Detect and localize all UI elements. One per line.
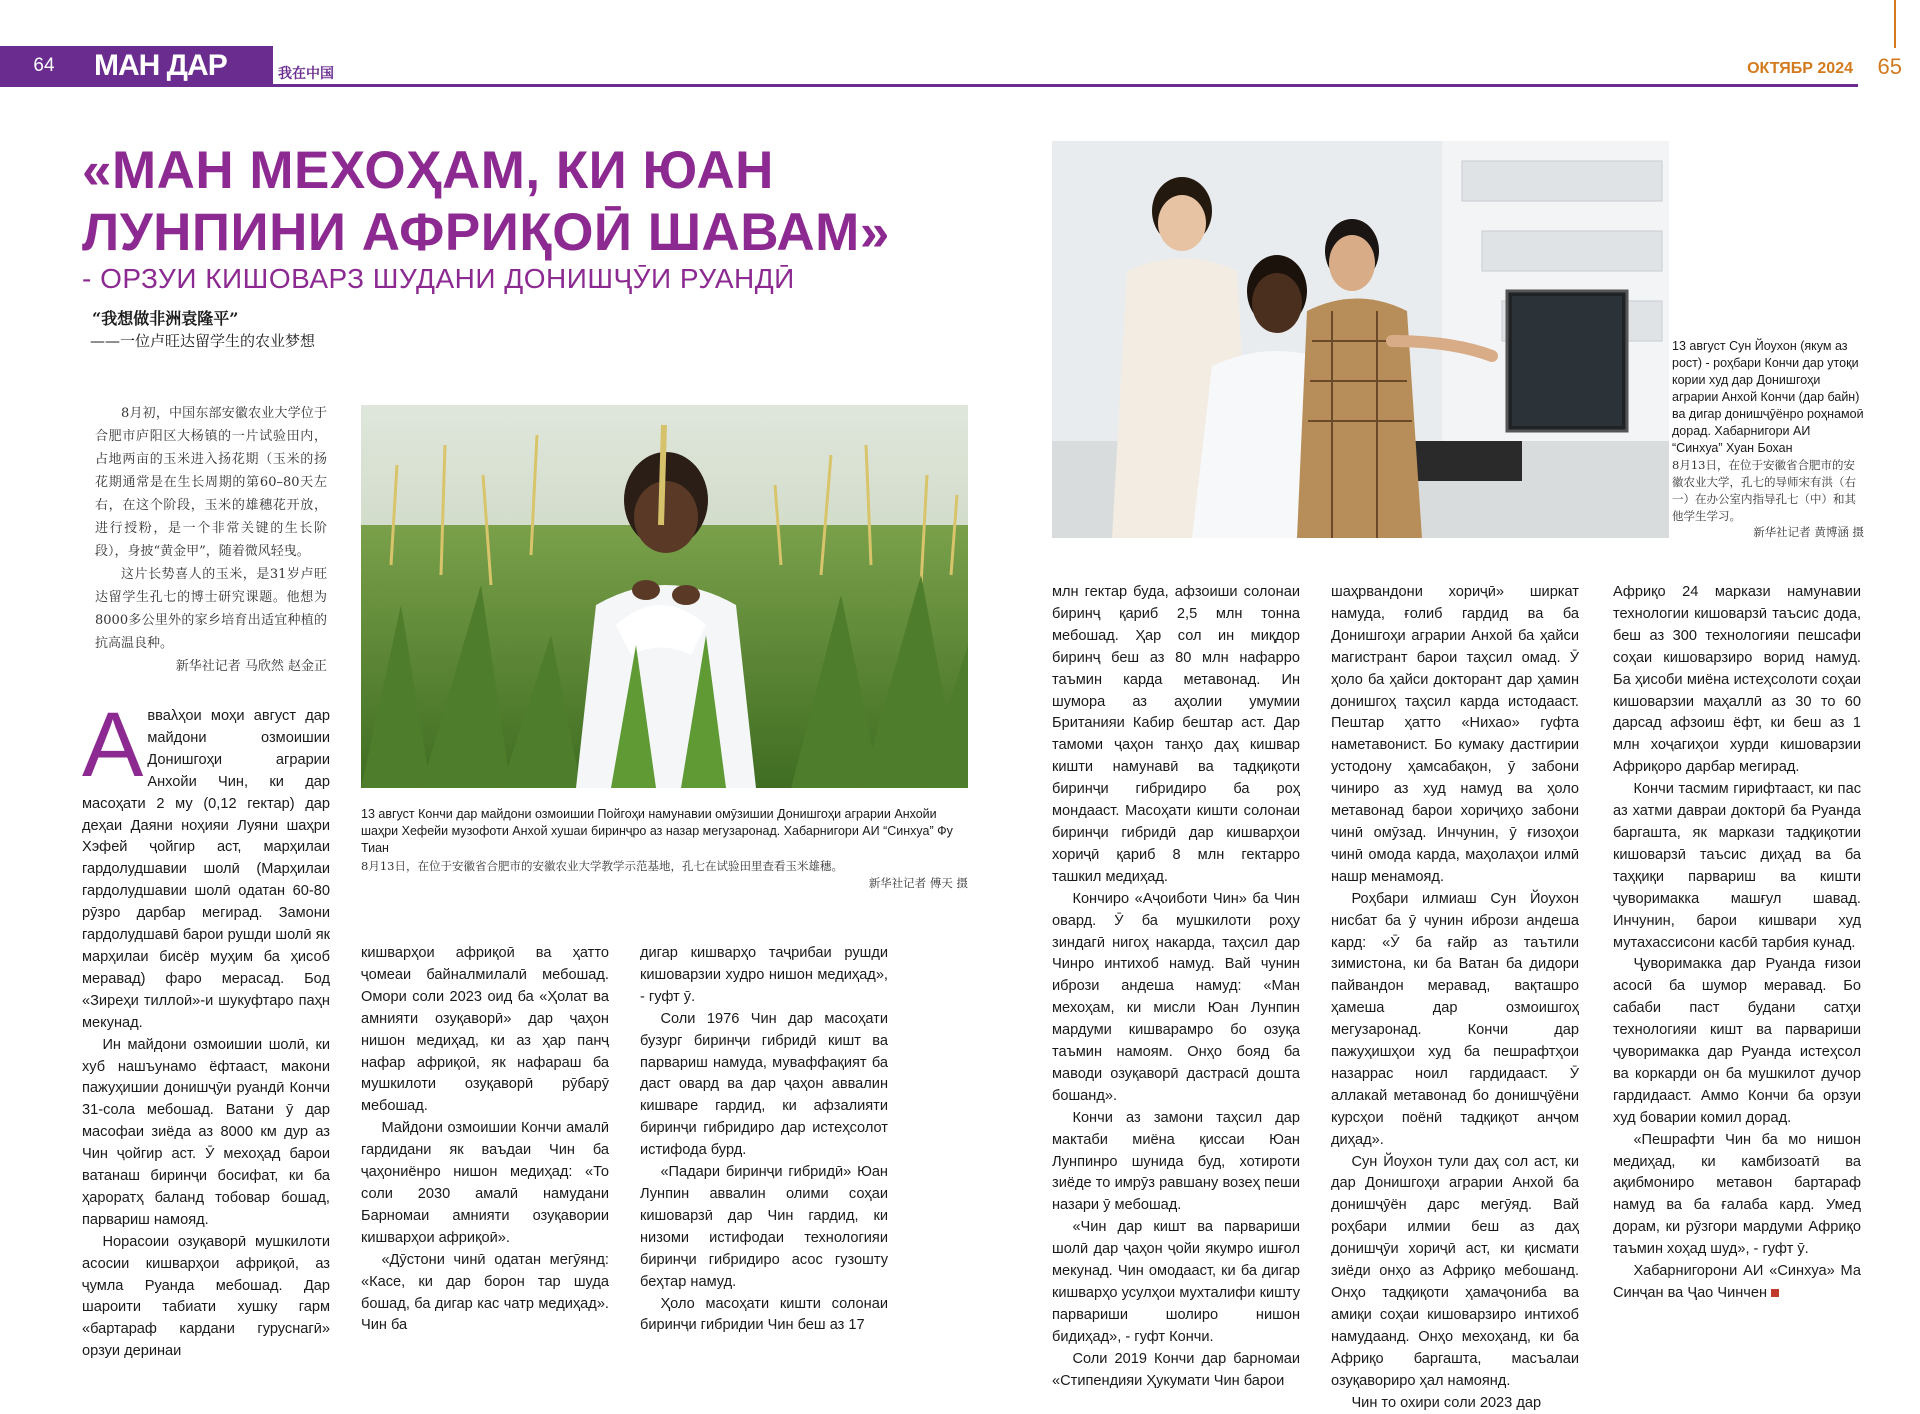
photo-cornfield-caption-cn: 8月13日，在位于安徽省合肥市的安徽农业大学教学示范基地，孔七在试验田里查看玉米雄穗。 [361,859,843,873]
author-credit: Хабарнигорони АИ «Синхуа» Ма Синҷан ва Ҷао Чинчен [1613,1263,1861,1301]
drop-cap: А [82,694,144,796]
article-title-cn: “我想做非洲袁隆平” [92,309,239,328]
body-paragraph: Кончиро «Аҷоиботи Чин» ба Чин овард. Ӯ ба мушкилоти роҳу зиндагӣ нигоҳ накарда, таҳсил дар Чинро интихоб намуд. Вай чунин ибрози андеша намуд: «Ман мехоҳам, ки мисли Юан Лунпин мардуми кишварамро бо озуқа таъмин намоям. Онҳо бояд ба маводи озуқаворӣ дастрасӣ дошта бошанд». [1052,890,1300,1104]
body-column-2 [361,943,609,1337]
photo-cornfield-credit-cn: 新华社记者 傅天 摄 [868,876,968,890]
photo-cornfield-illustration [361,405,968,788]
article-subtitle: - ОРЗУИ КИШОВАРЗ ШУДАНИ ДОНИШҶӮИ РУАНДӢ [82,263,795,294]
body-paragraph: кишварҳои африқоӣ ва ҳатто ҷомеаи байналмилалӣ мебошад. Омори соли 2023 оид ба «Ҳолат ва амнияти озуқаворӣ» дар ҷаҳон нишон медиҳад, ки аз ҳар панҷ нафар африқоӣ, як нафараш ба мушкилоти озуқаворӣ рӯбарӯ мебошад. [361,945,609,1115]
body-paragraph: Кончи тасмим гирифтааст, ки пас аз хатми давраи докторӣ ба Руанда баргашта, як маркази тадқиқотии кишоварзӣ таъсис диҳад ва ба таҳқиқи парвариш ва кишти ҷуворимакка машғул шавад. Инчунин, барои кишвари худ мутахассисони касбӣ тарбия кунад. [1613,781,1861,951]
body-paragraph: Кончи аз замони таҳсил дар мактаби миёна қиссаи Юан Лунпинро шунида буд, хотироти зиёде то имрӯз равшану возеҳ пеши назари ӯ мебошад. [1052,1109,1300,1214]
photo-cornfield [361,405,968,788]
body-paragraph: «Пешрафти Чин ба мо нишон медиҳад, ки камбизоатӣ ва ақибмониро метавон бартараф намуд ва ба ғалаба кард. Умед дорам, ки рӯзгори мардуми Африқо таъмин хоҳад шуд», - гуфт ӯ. [1613,1131,1861,1258]
body-column-1 [82,694,330,1363]
body-paragraph: Роҳбари илмиаш Сун Йоухон нисбат ба ӯ чунин ибрози андеша кард: «Ӯ ба ғайр аз таътили зимистона, ки ба Ватан ба дидори пайвандон меравад, вақташро ҳамеша дар озмоишгоҳ мегузаронад. Кончи дар пажуҳишҳои худ ба пешрафтҳои назаррас ноил гардидааст. Ӯ аллакай метавонад бо донишҷӯёни курсҳои поёнӣ тадқиқот анҷом диҳад». [1331,890,1579,1148]
body-paragraph: млн гектар буда, афзоиши солонаи биринҷ қариб 2,5 млн тонна мебошад. Ҳар сол ин миқдор биринҷ беш аз 80 млн нафарро таъмин карда метавонад. Ин шумора аз аҳолии умумии Британияи Кабир бештар аст. Дар тамоми ҷаҳон танҳо даҳ кишвар кишти намунавӣ ва тадқиқоти биринҷи гибридиро ба роҳ мондааст. Масоҳати кишти солонаи биринҷи гибридӣ дар кишварҳои хориҷӣ қариб 8 млн гектарро ташкил медиҳад. [1052,584,1300,885]
body-paragraph: Ин майдони озмоишии шолӣ, ки хуб нашъунамо ёфтааст, макони пажуҳишии донишҷӯи руандӣ Кончи 31-сола мебошад. Ватани ӯ дар масофаи зиёда аз 8000 км дур аз Чин ҷойгир аст. Ӯ мехоҳад барои ватанаш биринҷи босифат, ки ба ҳароратҳ баланд тобовар бошад, парвариш намояд. [82,1036,330,1228]
body-paragraph: Ҳоло масоҳати кишти солонаи биринҷи гибридии Чин беш аз 17 [640,1295,888,1334]
article-subtitle-cn: ——一位卢旺达留学生的农业梦想 [90,332,316,350]
body-paragraph: Ҷуворимакка дар Руанда ғизои асосӣ ба шумор меравад. Бо сабаби паст будани сатҳи технологияи кишт ва парвариши ҷуворимакка дар Руанда истеҳсол ва коркарди он ба мушкилот дучор гардидааст. Аммо Кончи ба орзуи худ боварии комил дорад. [1613,956,1861,1126]
right-page-number: 65 [1877,54,1902,79]
body-paragraph: «Чин дар кишт ва парвариши шолӣ дар ҷаҳон ҷойи якумро ишғол мекунад. Чин омодааст, ки ба дигар кишварҳо усулҳои мухталифи кишту парвариши шолиро нишон бидиҳад», - гуфт Кончи. [1052,1219,1300,1345]
issue-month: ОКТЯБР 2024 [1747,60,1853,77]
header-vertical-line [1894,0,1896,48]
body-paragraph: «Падари биринҷи гибридӣ» Юан Лунпин аввалин олими соҳаи кишоварзӣ дар Чин гардид, ки низоми истифодаи технологияи биринҷи гибридиро асос гузошту беҳтар намуд. [640,1164,888,1290]
body-paragraph: Майдони озмоишии Кончи амалӣ гардидани як ваъдаи Чин ба ҷаҳониёнро нишон медиҳад: «То соли 2030 амалӣ намудани Барномаи амнияти озуқавории кишварҳои африқоӣ». [361,1120,609,1246]
photo-laboratory-caption: 13 август Сун Йоухон (якум аз рост) - роҳбари Кончи дар утоқи кории худ дар Донишгоҳи аграрии Анхой Кончи (дар байн) ва дигар донишҷӯёнро роҳнамоӣ дорад. Хабарнигори АИ “Синхуа” Хуан Бохан [1672,339,1864,455]
article-title: «МАН МЕХОҲАМ, КИ ЮАН ЛУНПИНИ АФРИҚОӢ ШАВАМ» [82,141,890,262]
body-paragraph: Соли 2019 Кончи дар барномаи «Стипендияи Ҳукумати Чин барои [1052,1350,1300,1389]
photo-cornfield-caption: 13 август Кончи дар майдони озмоишии Пойгоҳи намунавии омӯзишии Донишгоҳи аграрии Анхойи шаҳри Хефейи музофоти Анхой хушаи биринҷро аз назар мегузаронад. Хабарнигори АИ “Синхуа” Фу Тиан [361,807,953,855]
body-column-4 [1052,582,1300,1393]
end-mark-icon [1771,1289,1779,1297]
section-title-cn: 我在中国 [278,66,334,82]
body-paragraph: Соли 1976 Чин дар масоҳати бузург биринҷи гибридӣ кишт ва парвариш намуда, муваффақият ба даст овард ва дар ҷаҳон аввалин кишваре гардид, ки афзалияти биринҷи гибридиро дар истеҳсолот истифода бурд. [640,1010,888,1159]
body-paragraph: дигар кишварҳо таҷрибаи рушди кишоварзии худро нишон медиҳад», - гуфт ӯ. [640,945,888,1005]
left-page-number: 64 [33,55,55,76]
photo-laboratory [1052,141,1669,538]
photo-laboratory-illustration [1052,141,1669,538]
body-column-5 [1331,582,1579,1414]
body-column-3 [640,943,888,1337]
body-column-6 [1613,582,1861,1305]
body-paragraph: Авваλҳои моҳи август дар майдони озмоишии Донишгоҳи аграрии Анхойи Чин, ки дар масоҳати 2 му (0,12 гектар) дар деҳаи Даяни ноҳияи Луяни шаҳри Хэфей ҷойгир аст, марҳилаи гардолудшавии шолӣ (Марҳилаи гардолудшавии шолӣ одатан 60-80 рӯзро дарбар мегирад. Замони гардолудшавӣ барои рушди шолӣ як марҳилаи бисёр муҳим ба ҳисоб меравад) фаро мерасад. Бод «Зиреҳи тиллоӣ»-и шукуфтаро паҳн мекунад. [82,694,330,1031]
cn-lead-paragraph: 这片长势喜人的玉米，是31岁卢旺达留学生孔七的博士研究课题。他想为8000多公里外的家乡培育出适宜种植的抗高温良种。 [95,567,327,651]
body-paragraph: «Дӯстони чинӣ одатан мегӯянд: «Касе, ки дар борон тар шуда бошад, ба дигар кас чатр медиҳад». Чин ба [361,1251,609,1334]
cn-lead-text [95,402,327,678]
photo-laboratory-credit-cn: 新华社记者 黄博涵 摄 [1753,525,1864,539]
header-rule [0,84,1858,87]
section-title: МАН ДАР ЧИН [94,49,227,122]
body-paragraph: Чин то охири соли 2023 дар [1351,1394,1542,1411]
body-paragraph: Сун Йоухон тули даҳ сол аст, ки дар Донишгоҳи аграрии Анхой ба донишҷӯён дарс мегӯяд. Вай роҳбари илмии беш аз даҳ донишҷӯи хориҷӣ аст, ки қисмати зиёди онҳо аз Африқо мебошанд. Онҳо тадқиқоти ҳамаҷониба ва амиқи соҳаи кишоварзиро интихоб намудаанд. Онҳо мехоҳанд, ки ба Африқо баргашта, масъалаи озуқавориро ҳал намоянд. [1331,1153,1579,1389]
body-paragraph: шаҳрвандони хориҷӣ» ширкат намуда, ғолиб гардид ва ба Донишгоҳи аграрии Анхой ба ҳайси магистрант барои таҳсил омад. Ӯ ҳоло ба ҳайси докторант дар ҳамин донишгоҳ таҳсил карда истодааст. Пештар ҳатто «Нихао» гуфта наметавонист. Бо кумаку дастгирии устодону ҳамсабақон, ӯ забони чиниро аз худ намуд ва ҳоло метавонад барои хориҷиҳо забони чинӣ омӯзад. Инчунин, ӯ ғизоҳои чинӣ омода карда, маҳолаҳои илмӣ нашр менамояд. [1331,584,1579,885]
section-title-box [88,46,273,122]
body-paragraph: Африқо 24 маркази намунавии технологии кишоварзӣ таъсис дода, беш аз 300 технологияи пешсафи соҳаи кишоварзиро ворид намуд. Ба ҳисоби миёна истеҳсолоти соҳаи кишоварзии маҳаллӣ аз 30 то 60 дарсад афзоиш ёфт, ки беш аз 1 млн хоҷагиҳои хурди кишоварзии Африқоро дарбар мегирад. [1613,584,1861,776]
cn-lead-paragraph: 8月初，中国东部安徽农业大学位于合肥市庐阳区大杨镇的一片试验田内，占地两亩的玉米进入扬花期（玉米的扬花期通常是在生长周期的第60–80天左右，在这个阶段，玉米的雄穗花开放，进行授粉，是一个非常关键的生长阶段），身披“黄金甲”，随着微风轻曳。 [95,406,327,559]
cn-lead-credit: 新华社记者 马欣然 赵金正 [175,659,327,674]
body-paragraph: Норасоии озуқаворӣ мушкилоти асосии кишварҳои африқоӣ, аз ҷумла Руанда мебошад. Дар шароити табиати хушку гарм «бартараф кардани гуруснагӣ» орзуи деринаи [82,1233,330,1360]
body-paragraph [1613,1261,1861,1305]
photo-laboratory-caption-cn: 8月13日，在位于安徽省合肥市的安徽农业大学，孔七的导师宋有洪（右一）在办公室内指导孔七（中）和其他学生学习。 [1672,458,1856,523]
